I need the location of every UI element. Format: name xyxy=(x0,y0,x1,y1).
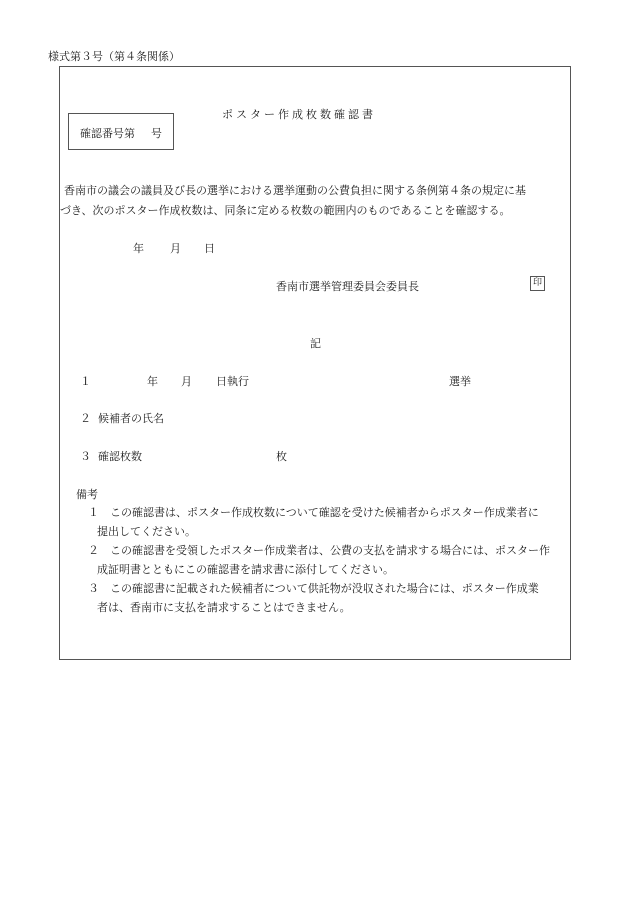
remark-1-line-1: １ この確認書は、ポスター作成枚数について確認を受けた候補者からポスター作成業者に xyxy=(88,506,539,519)
ki-heading: 記 xyxy=(310,337,321,350)
signatory-name: 香南市選挙管理委員会委員長 xyxy=(276,280,419,293)
item-1-month: 月 xyxy=(181,375,192,388)
remark-1-line-2: 提出してください。 xyxy=(97,525,196,538)
item-1-day-executed: 日執行 xyxy=(216,375,249,388)
remark-2-line-2: 成証明書とともにこの確認書を請求書に添付してください。 xyxy=(97,563,394,576)
item-3-number: ３ xyxy=(80,450,91,463)
remark-3-line-1: ３ この確認書に記載された候補者について供託物が没収された場合には、ポスター作成業 xyxy=(88,582,539,595)
item-1-election: 選挙 xyxy=(449,375,471,388)
confirmation-number-label: 確認番号第 xyxy=(80,127,135,140)
seal-stamp: 印 xyxy=(530,276,545,291)
item-1-year: 年 xyxy=(147,375,158,388)
body-text-line-2: づき、次のポスター作成枚数は、同条に定める枚数の範囲内のものであることを確認する。 xyxy=(60,204,511,217)
item-2-label: 候補者の氏名 xyxy=(98,412,164,425)
body-text-line-1: 香南市の議会の議員及び長の選挙における選挙運動の公費負担に関する条例第４条の規定に基 xyxy=(64,184,526,197)
confirmation-number-suffix: 号 xyxy=(151,127,162,140)
item-3-label: 確認枚数 xyxy=(98,450,142,463)
date-year: 年 xyxy=(133,242,144,255)
confirmation-number-box xyxy=(68,113,174,150)
date-day: 日 xyxy=(204,242,215,255)
form-number: 様式第３号（第４条関係） xyxy=(48,50,180,63)
item-3-unit: 枚 xyxy=(276,450,287,463)
document-title: ポスター作成枚数確認書 xyxy=(222,108,376,121)
remarks-heading: 備考 xyxy=(76,488,98,501)
item-1-number: １ xyxy=(80,375,91,388)
remark-3-line-2: 者は、香南市に支払を請求することはできません。 xyxy=(97,601,351,614)
remark-2-line-1: ２ この確認書を受領したポスター作成業者は、公費の支払を請求する場合には、ポスター作 xyxy=(88,544,550,557)
date-month: 月 xyxy=(170,242,181,255)
item-2-number: ２ xyxy=(80,412,91,425)
